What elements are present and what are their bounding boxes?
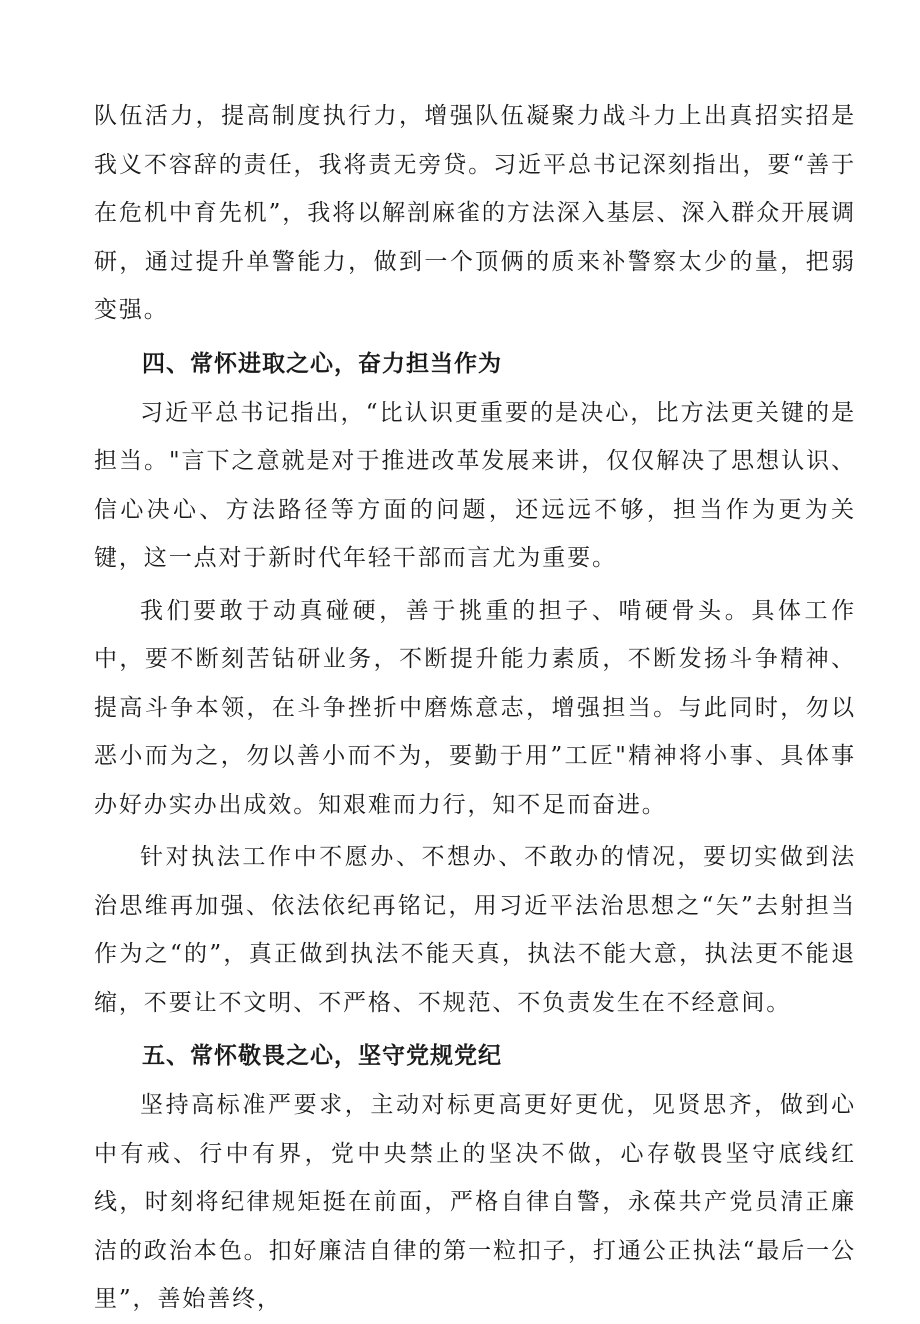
section-heading-5: 五、常怀敬畏之心，坚守党规党纪 xyxy=(142,1043,502,1069)
paragraph-4: 针对执法工作中不愿办、不想办、不敢办的情况，要切实做到法治思维再加强、依法依纪再铭记，用习近平法治思想之“矢”去射担当作为之“的”，真正做到执法不能天真，执法不能大意，执法更不能退缩，不要让不文明、不严格、不规范、不负责发生在不经意间。 xyxy=(94,844,856,1016)
document-page xyxy=(94,92,856,1324)
paragraph-5: 坚持高标准严要求，主动对标更高更好更优，见贤思齐，做到心中有戒、行中有界，党中央禁止的坚决不做，心存敬畏坚守底线红线，时刻将纪律规矩挺在前面，严格自律自警，永葆共产党员清正廉洁的政治本色。扣好廉洁自律的第一粒扣子，打通公正执法“最后一公里”，善始善终， xyxy=(94,1092,856,1312)
paragraph-3: 我们要敢于动真碰硬，善于挑重的担子、啃硬骨头。具体工作中，要不断刻苦钻研业务，不断提升能力素质，不断发扬斗争精神、提高斗争本领，在斗争挫折中磨炼意志，增强担当。与此同时，勿以恶小而为之，勿以善小而不为，要勤于用”工匠"精神将小事、具体事办好办实办出成效。知艰难而力行，知不足而奋进。 xyxy=(94,597,856,818)
paragraph-2: 习近平总书记指出，“比认识更重要的是决心，比方法更关键的是担当。"言下之意就是对于推进改革发展来讲，仅仅解决了思想认识、信心决心、方法路径等方面的问题，还远远不够，担当作为更为关键，这一点对于新时代年轻干部而言尤为重要。 xyxy=(94,399,856,571)
section-heading-4: 四、常怀进取之心，奋力担当作为 xyxy=(142,350,502,377)
paragraph-1: 队伍活力，提高制度执行力，增强队伍凝聚力战斗力上出真招实招是我义不容辞的责任，我将责无旁贷。习近平总书记深刻指出，要“善于在危机中育先机”，我将以解剖麻雀的方法深入基层、深入群众开展调研，通过提升单警能力，做到一个顶俩的质来补警察太少的量，把弱变强。 xyxy=(94,103,856,323)
